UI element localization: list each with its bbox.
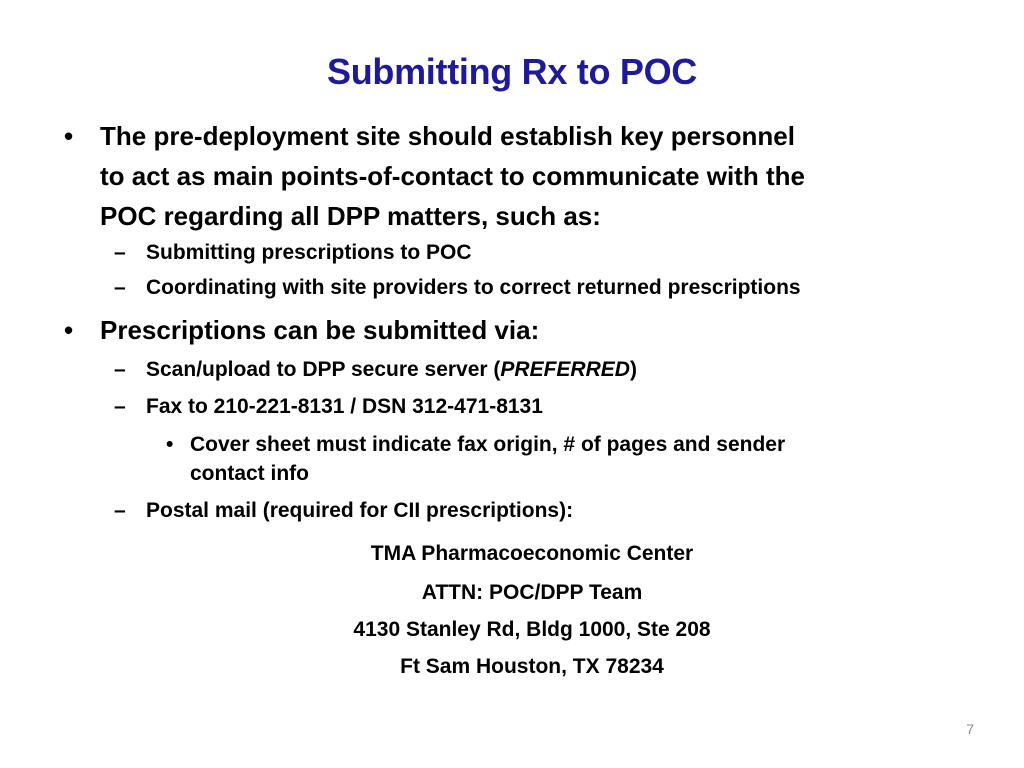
dash-marker: – <box>114 276 126 299</box>
bullet-2-sub-1 <box>146 354 637 386</box>
address-line-4: Ft Sam Houston, TX 78234 <box>400 655 664 678</box>
bullet-1-sub-2: Coordinating with site providers to correct returned prescriptions <box>146 276 801 299</box>
bullet-1-line-2: to act as main points-of-contact to communicate with the <box>100 161 805 191</box>
dash-marker: – <box>114 395 126 418</box>
preferred-emphasis: PREFERRED <box>500 358 630 381</box>
address-line-2: ATTN: POC/DPP Team <box>421 581 643 604</box>
page-number: 7 <box>966 721 974 737</box>
dash-marker: – <box>114 358 126 381</box>
address-line-3: 4130 Stanley Rd, Bldg 1000, Ste 208 <box>353 618 711 641</box>
bullet-2-sub-3: Postal mail (required for CII prescriptions): <box>146 499 574 522</box>
bullet-2-sub-2-sub-1-line-1: Cover sheet must indicate fax origin, # of pages and sender <box>190 433 786 456</box>
bullet-marker: • <box>64 315 74 345</box>
bullet-1-sub-1: Submitting prescriptions to POC <box>146 241 472 264</box>
bullet-1-line-1: The pre-deployment site should establish key personnel <box>100 121 795 151</box>
bullet-2-line-1: Prescriptions can be submitted via: <box>100 315 540 345</box>
sub-bullet-marker: • <box>166 433 174 456</box>
bullet-2-sub-2: Fax to 210-221-8131 / DSN 312-471-8131 <box>146 395 543 418</box>
bullet-2-sub-2-sub-1-line-2: contact info <box>190 462 309 485</box>
dash-marker: – <box>114 241 126 264</box>
slide-title: Submitting Rx to POC <box>327 51 697 92</box>
bullet-1-line-3: POC regarding all DPP matters, such as: <box>100 201 601 231</box>
dash-marker: – <box>114 499 126 522</box>
bullet-2-sub-1-close: ) <box>629 358 637 381</box>
address-line-1: TMA Pharmacoeconomic Center <box>370 542 694 565</box>
bullet-2-sub-1-text: Scan/upload to DPP secure server ( <box>146 358 501 381</box>
bullet-marker: • <box>64 121 74 151</box>
